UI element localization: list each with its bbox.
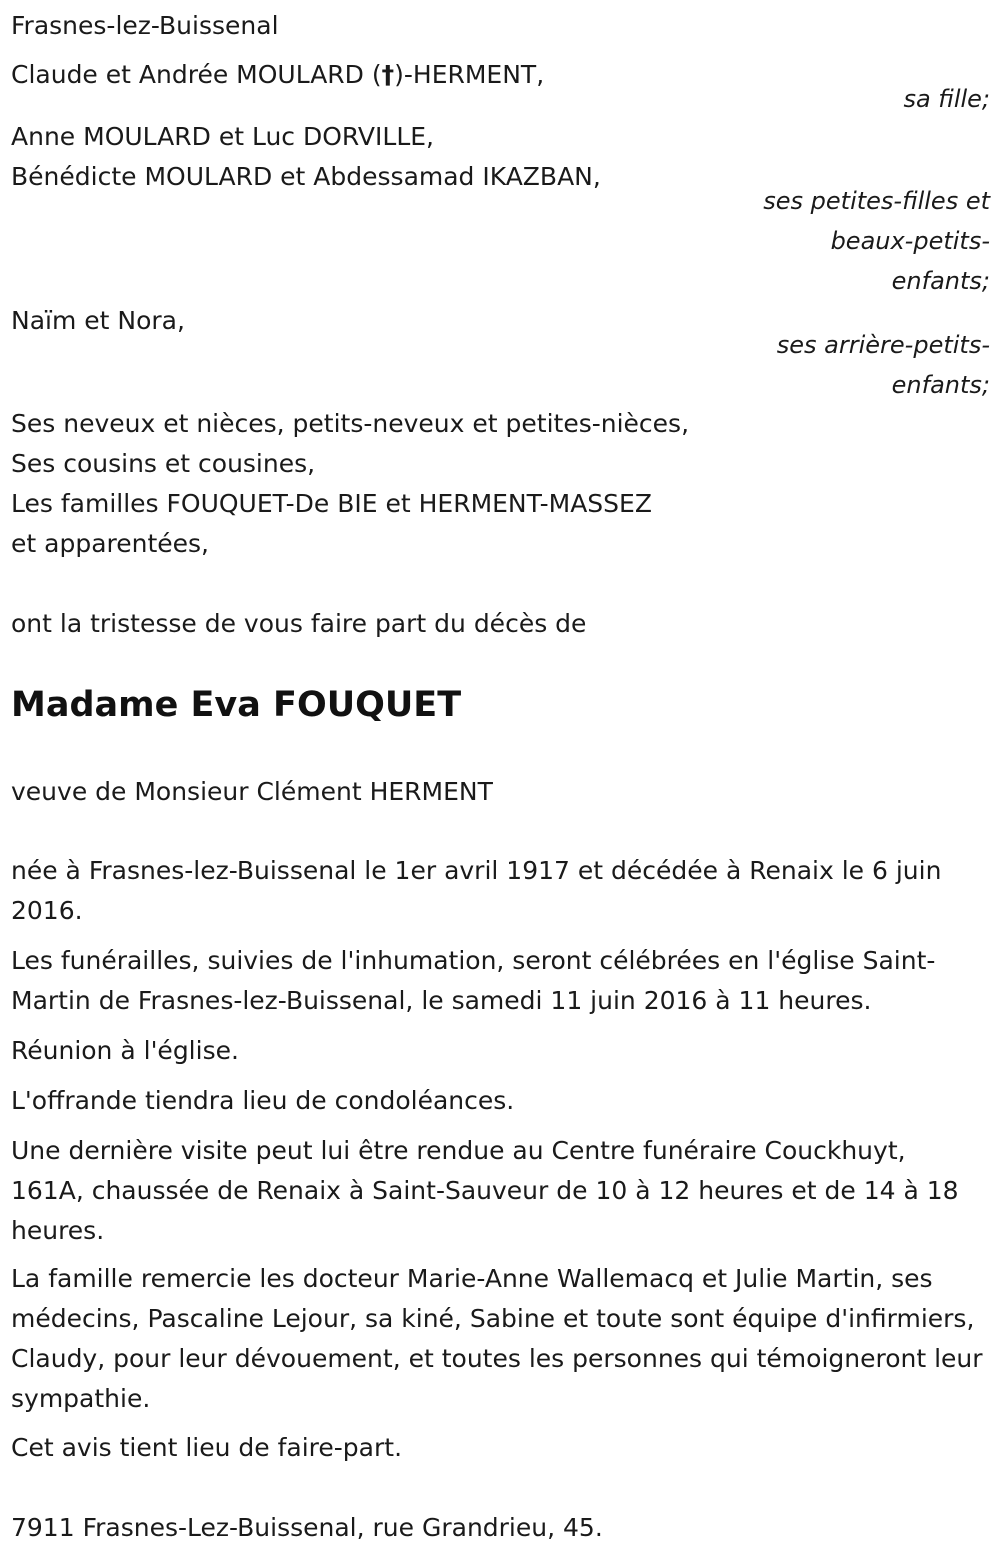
cross-icon: †	[381, 60, 395, 89]
daughter-names	[11, 55, 544, 95]
great-grandchildren-relation-line-1: ses arrière-petits-	[776, 331, 990, 359]
meeting-text: Réunion à l'église.	[11, 1036, 239, 1065]
great-grandchildren-names: Naïm et Nora,	[11, 306, 185, 335]
granddaughters-relation-line-1: ses petites-filles et	[763, 187, 990, 215]
daughter-names-part1: Claude et Andrée MOULARD (	[11, 60, 382, 89]
place-header: Frasnes-lez-Buissenal	[11, 11, 279, 40]
granddaughter-line-1: Anne MOULARD et Luc DORVILLE,	[11, 122, 434, 151]
others-line-1: Ses neveux et nièces, petits-neveux et petites-nièces,	[11, 409, 690, 438]
others-line-4: et apparentées,	[11, 529, 209, 558]
granddaughter-line-2: Bénédicte MOULARD et Abdessamad IKAZBAN,	[11, 162, 601, 191]
announcement-text: ont la tristesse de vous faire part du décès de	[11, 609, 587, 638]
daughter-relation: sa fille;	[903, 85, 990, 113]
funeral-text: Les funérailles, suivies de l'inhumation, seront célébrées en l'église Saint-Martin de Frasnes-lez-Buissenal, le samedi 11 juin 2016 à 11 heures.	[11, 946, 936, 1015]
thanks-text: La famille remercie les docteur Marie-Anne Wallemacq et Julie Martin, ses médecins, Pascaline Lejour, sa kiné, Sabine et toute sont équipe d'infirmiers, Claudy, pour leur dévouement, et toutes les personnes qui témoigneront leur sympathie.	[11, 1264, 983, 1413]
granddaughters-relation-line-3: enfants;	[891, 267, 990, 295]
others-line-3: Les familles FOUQUET-De BIE et HERMENT-MASSEZ	[11, 489, 652, 518]
address-text: 7911 Frasnes-Lez-Buissenal, rue Grandrieu, 45.	[11, 1513, 603, 1542]
offering-text: L'offrande tiendra lieu de condoléances.	[11, 1086, 515, 1115]
great-grandchildren-relation-line-2: enfants;	[891, 371, 990, 399]
granddaughters-relation-line-2: beaux-petits-	[830, 227, 990, 255]
daughter-names-part2: )-HERMENT,	[394, 60, 545, 89]
others-line-2: Ses cousins et cousines,	[11, 449, 316, 478]
birth-death-text: née à Frasnes-lez-Buissenal le 1er avril 1917 et décédée à Renaix le 6 juin 2016.	[11, 856, 942, 925]
notice-text: Cet avis tient lieu de faire-part.	[11, 1433, 403, 1462]
visit-text: Une dernière visite peut lui être rendue au Centre funéraire Couckhuyt, 161A, chaussée de Renaix à Saint-Sauveur de 10 à 12 heures et de 14 à 18 heures.	[11, 1136, 959, 1245]
widow-of-text: veuve de Monsieur Clément HERMENT	[11, 777, 493, 806]
deceased-name: Madame Eva FOUQUET	[11, 685, 462, 725]
